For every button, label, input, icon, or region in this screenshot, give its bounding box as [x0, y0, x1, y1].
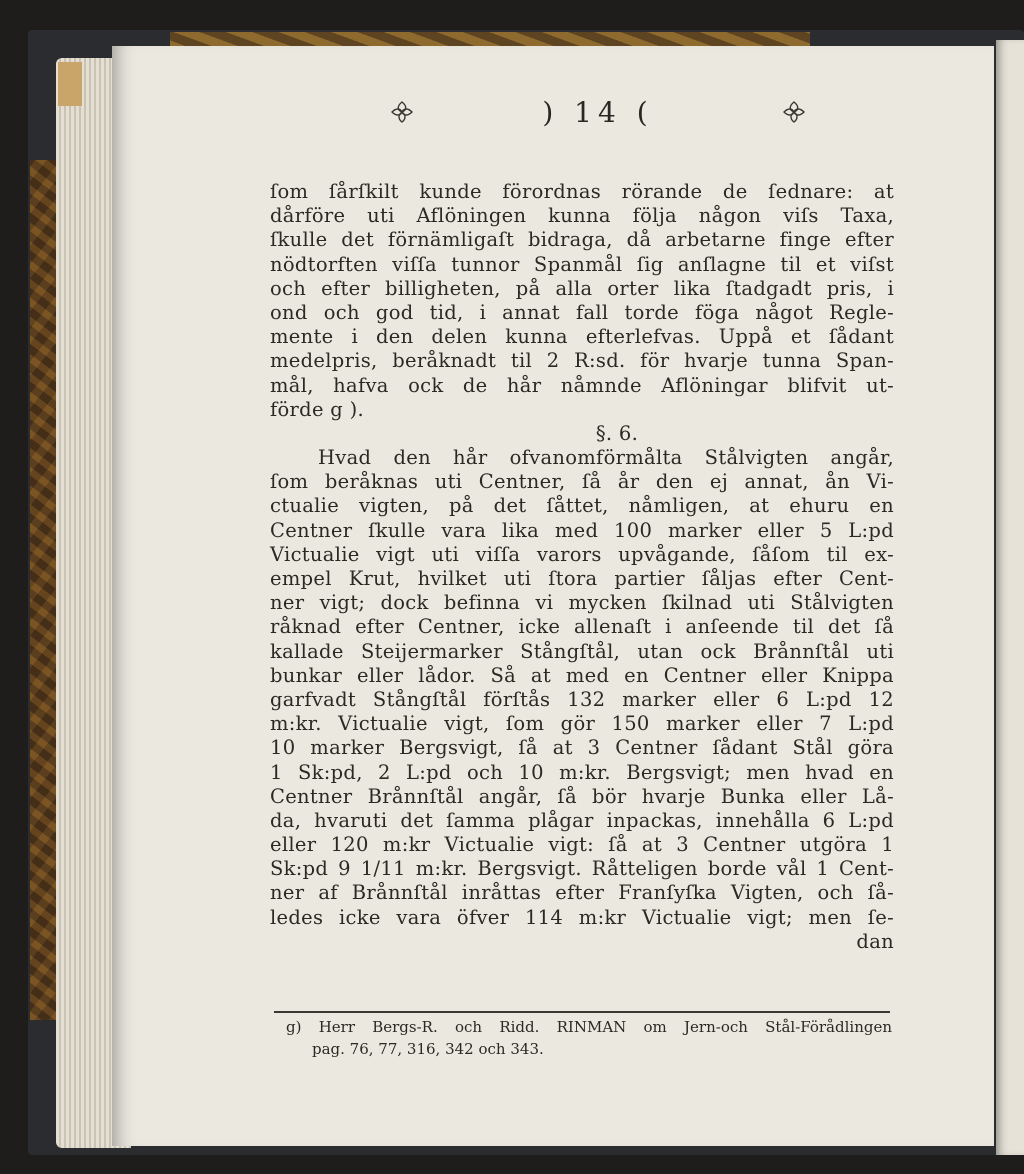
text-line: förde g ).: [270, 397, 364, 421]
footnote-rule: [274, 1011, 890, 1013]
text-line: och efter billigheten, på alla orter lika ſtadgadt pris, i: [270, 276, 894, 300]
section-heading: §. 6.: [595, 421, 639, 445]
text-line: 10 marker Bergsvigt, ſå at 3 Centner ſådant Stål göra: [270, 736, 894, 760]
text-line: Sk:pd 9 1/11 m:kr. Bergsvigt. Råtteligen borde vål 1 Cent-: [270, 857, 894, 881]
text-line: m:kr. Victualie vigt, ſom gör 150 marker eller 7 L:pd: [270, 712, 894, 736]
text-line: Hvad den hår ofvanomförmålta Stålvigten angår,: [318, 446, 894, 470]
text-line: 1 Sk:pd, 2 L:pd och 10 m:kr. Bergsvigt; men hvad en: [270, 760, 894, 784]
text-line: ſkulle det förnämligaſt bidraga, då arbetarne finge efter: [270, 228, 894, 252]
footnote-line: g) Herr Bergs-R. och Ridd. RINMAN om Jern-och Stål-Förådlingen: [286, 1018, 892, 1036]
text-line: kallade Steijermarker Stångſtål, utan ock Brånnſtål uti: [270, 639, 894, 663]
facing-page: [996, 40, 1024, 1155]
text-line: råknad efter Centner, icke allenaſt i anſeende til det ſå: [270, 615, 894, 639]
text-line: ſom beråknas uti Centner, ſå år den ej annat, ån Vi-: [270, 470, 894, 494]
text-line: ner vigt; dock befinna vi mycken ſkilnad uti Stålvigten: [270, 591, 894, 615]
text-line: Centner ſkulle vara lika med 100 marker eller 5 L:pd: [270, 518, 894, 542]
bookmark-tab: [58, 62, 82, 106]
text-line: dårföre uti Aflöningen kunna följa någon viſs Taxa,: [270, 204, 894, 228]
text-line: ner af Brånnſtål inråttas efter Franſyſka Vigten, och ſå-: [270, 881, 894, 905]
text-line: ond och god tid, i annat fall torde föga något Regle-: [270, 300, 894, 324]
text-line: ctualie vigten, på det ſåttet, nåmligen, at ehuru en: [270, 494, 894, 518]
footnote: [286, 1016, 892, 1060]
page-number: ) 14 (: [542, 95, 654, 129]
text-line: ſom ſårſkilt kunde förordnas rörande de ſednare: at: [270, 180, 894, 203]
text-line: da, hvaruti det ſamma plågar inpackas, innehålla 6 L:pd: [270, 808, 894, 832]
text-line: dan: [856, 929, 894, 953]
text-line: empel Krut, hvilket uti ſtora partier ſåljas efter Cent-: [270, 567, 894, 590]
text-line: ledes icke vara öfver 114 m:kr Victualie vigt; men ſe-: [270, 905, 894, 929]
text-line: garfvadt Stångſtål förſtås 132 marker eller 6 L:pd 12: [270, 687, 894, 711]
text-line: medelpris, beråknadt til 2 R:sd. för hvarje tunna Span-: [270, 349, 894, 373]
text-line: Centner Brånnſtål angår, ſå bör hvarje Bunka eller Lå-: [270, 784, 894, 808]
text-line: bunkar eller lådor. Så at med en Centner eller Knippa: [270, 663, 894, 687]
page-header: [388, 92, 808, 132]
footnote-line: pag. 76, 77, 316, 342 och 343.: [312, 1040, 544, 1058]
floral-ornament-icon: [780, 98, 808, 126]
floral-ornament-icon: [388, 98, 416, 126]
text-line: Victualie vigt uti viſſa varors upvågande, ſåſom til ex-: [270, 542, 894, 566]
text-line: eller 120 m:kr Victualie vigt: ſå at 3 Centner utgöra 1: [270, 833, 894, 857]
text-line: nödtorften viſſa tunnor Spanmål ſig anſlagne til et viſst: [270, 252, 894, 276]
text-line: mål, hafva ock de hår nåmnde Aflöningar blifvit ut-: [270, 373, 894, 397]
text-line: mente i den delen kunna efterlefvas. Uppå et ſådant: [270, 325, 894, 349]
